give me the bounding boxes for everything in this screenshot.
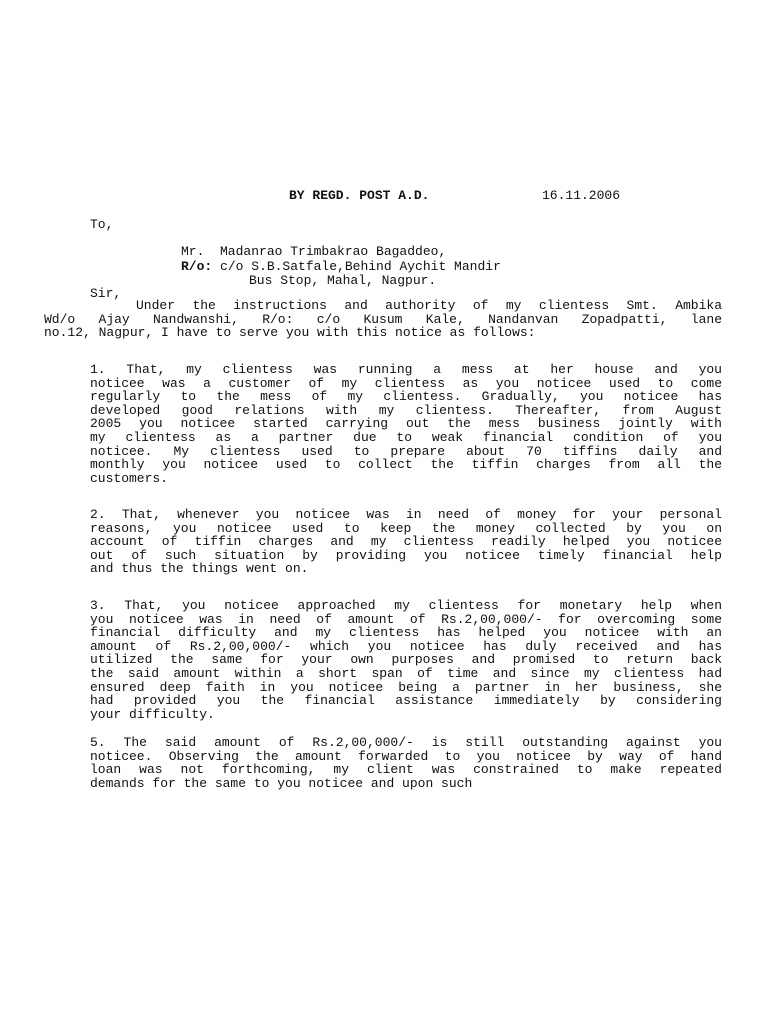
text-line: your difficulty.: [90, 706, 215, 722]
text-line: and thus the things went on.: [90, 561, 309, 577]
text-line: 1. That, my clientess was running a mess at her house and you: [90, 362, 722, 377]
text-line: 5. The said amount of Rs.2,00,000/- is still outstanding against you: [90, 735, 722, 750]
text-line: no.12, Nagpur, I have to serve you with this notice as follows:: [44, 325, 536, 341]
ro-label: R/o:: [181, 259, 213, 274]
text-line: demands for the same to you noticee and upon such: [90, 775, 473, 791]
paragraph-2: [90, 508, 722, 576]
address-text-1: c/o S.B.Satfale,Behind Aychit Mandir: [212, 259, 501, 274]
paragraph-3: [90, 599, 722, 721]
text-line: noticee. Observing the amount forwarded to you noticee by way of hand: [90, 748, 722, 764]
text-line: out of such situation by providing you noticee timely financial help: [90, 547, 722, 563]
text-line: 2005 you noticee started carrying out the mess business jointly with: [90, 416, 722, 432]
text-line: financial difficulty and my clientess has helped you noticee with an: [90, 625, 722, 641]
text-line: regularly to the mess of my clientess. Gradually, you noticee has: [90, 389, 722, 405]
recipient-address-line2: Bus Stop, Mahal, Nagpur.: [249, 273, 437, 288]
text-line: reasons, you noticee used to keep the money collected by you on: [90, 520, 722, 536]
text-line: monthly you noticee used to collect the tiffin charges from all the: [90, 457, 722, 473]
text-line: loan was not forthcoming, my client was constrained to make repeated: [90, 762, 722, 778]
paragraph-5: [90, 736, 722, 790]
text-line: you noticee was in need of amount of Rs.2,00,000/- for overcoming some: [90, 611, 722, 627]
text-line: 3. That, you noticee approached my clientess for monetary help when: [90, 598, 722, 613]
paragraph-1: [90, 363, 722, 485]
text-line: noticee was a customer of my clientess as you noticee used to come: [90, 375, 722, 391]
notice-date: 16.11.2006: [542, 188, 621, 203]
text-line: ensured deep faith in you noticee being a partner in her business, she: [90, 679, 722, 695]
text-line: had provided you the financial assistance immediately by considering: [90, 693, 722, 709]
text-line: Wd/o Ajay Nandwanshi, R/o: c/o Kusum Kale, Nandanvan Zopadpatti, lane: [44, 311, 722, 327]
text-line: noticee. My clientess used to prepare about 70 tiffins daily and: [90, 443, 722, 459]
text-line: 2. That, whenever you noticee was in need of money for your personal: [90, 507, 722, 522]
text-line: amount of Rs.2,00,000/- which you noticee has duly received and has: [90, 638, 722, 654]
text-line: customers.: [90, 470, 169, 486]
text-line: the said amount within a short span of time and since my clientess had: [90, 665, 722, 681]
text-line: Under the instructions and authority of my clientess Smt. Ambika: [136, 298, 722, 313]
post-mode-heading: BY REGD. POST A.D.: [289, 188, 430, 203]
to-label: To,: [90, 217, 114, 232]
text-line: my clientess as a partner due to weak financial condition of you: [90, 429, 722, 445]
text-line: utilized the same for your own purposes and promised to return back: [90, 652, 722, 668]
text-line: developed good relations with my clientess. Thereafter, from August: [90, 402, 722, 418]
text-line: account of tiffin charges and my clientess readily helped you noticee: [90, 534, 722, 550]
recipient-name: Mr. Madanrao Trimbakrao Bagaddeo,: [181, 244, 447, 259]
intro-paragraph: [44, 298, 722, 341]
greeting: Sir,: [90, 286, 122, 301]
